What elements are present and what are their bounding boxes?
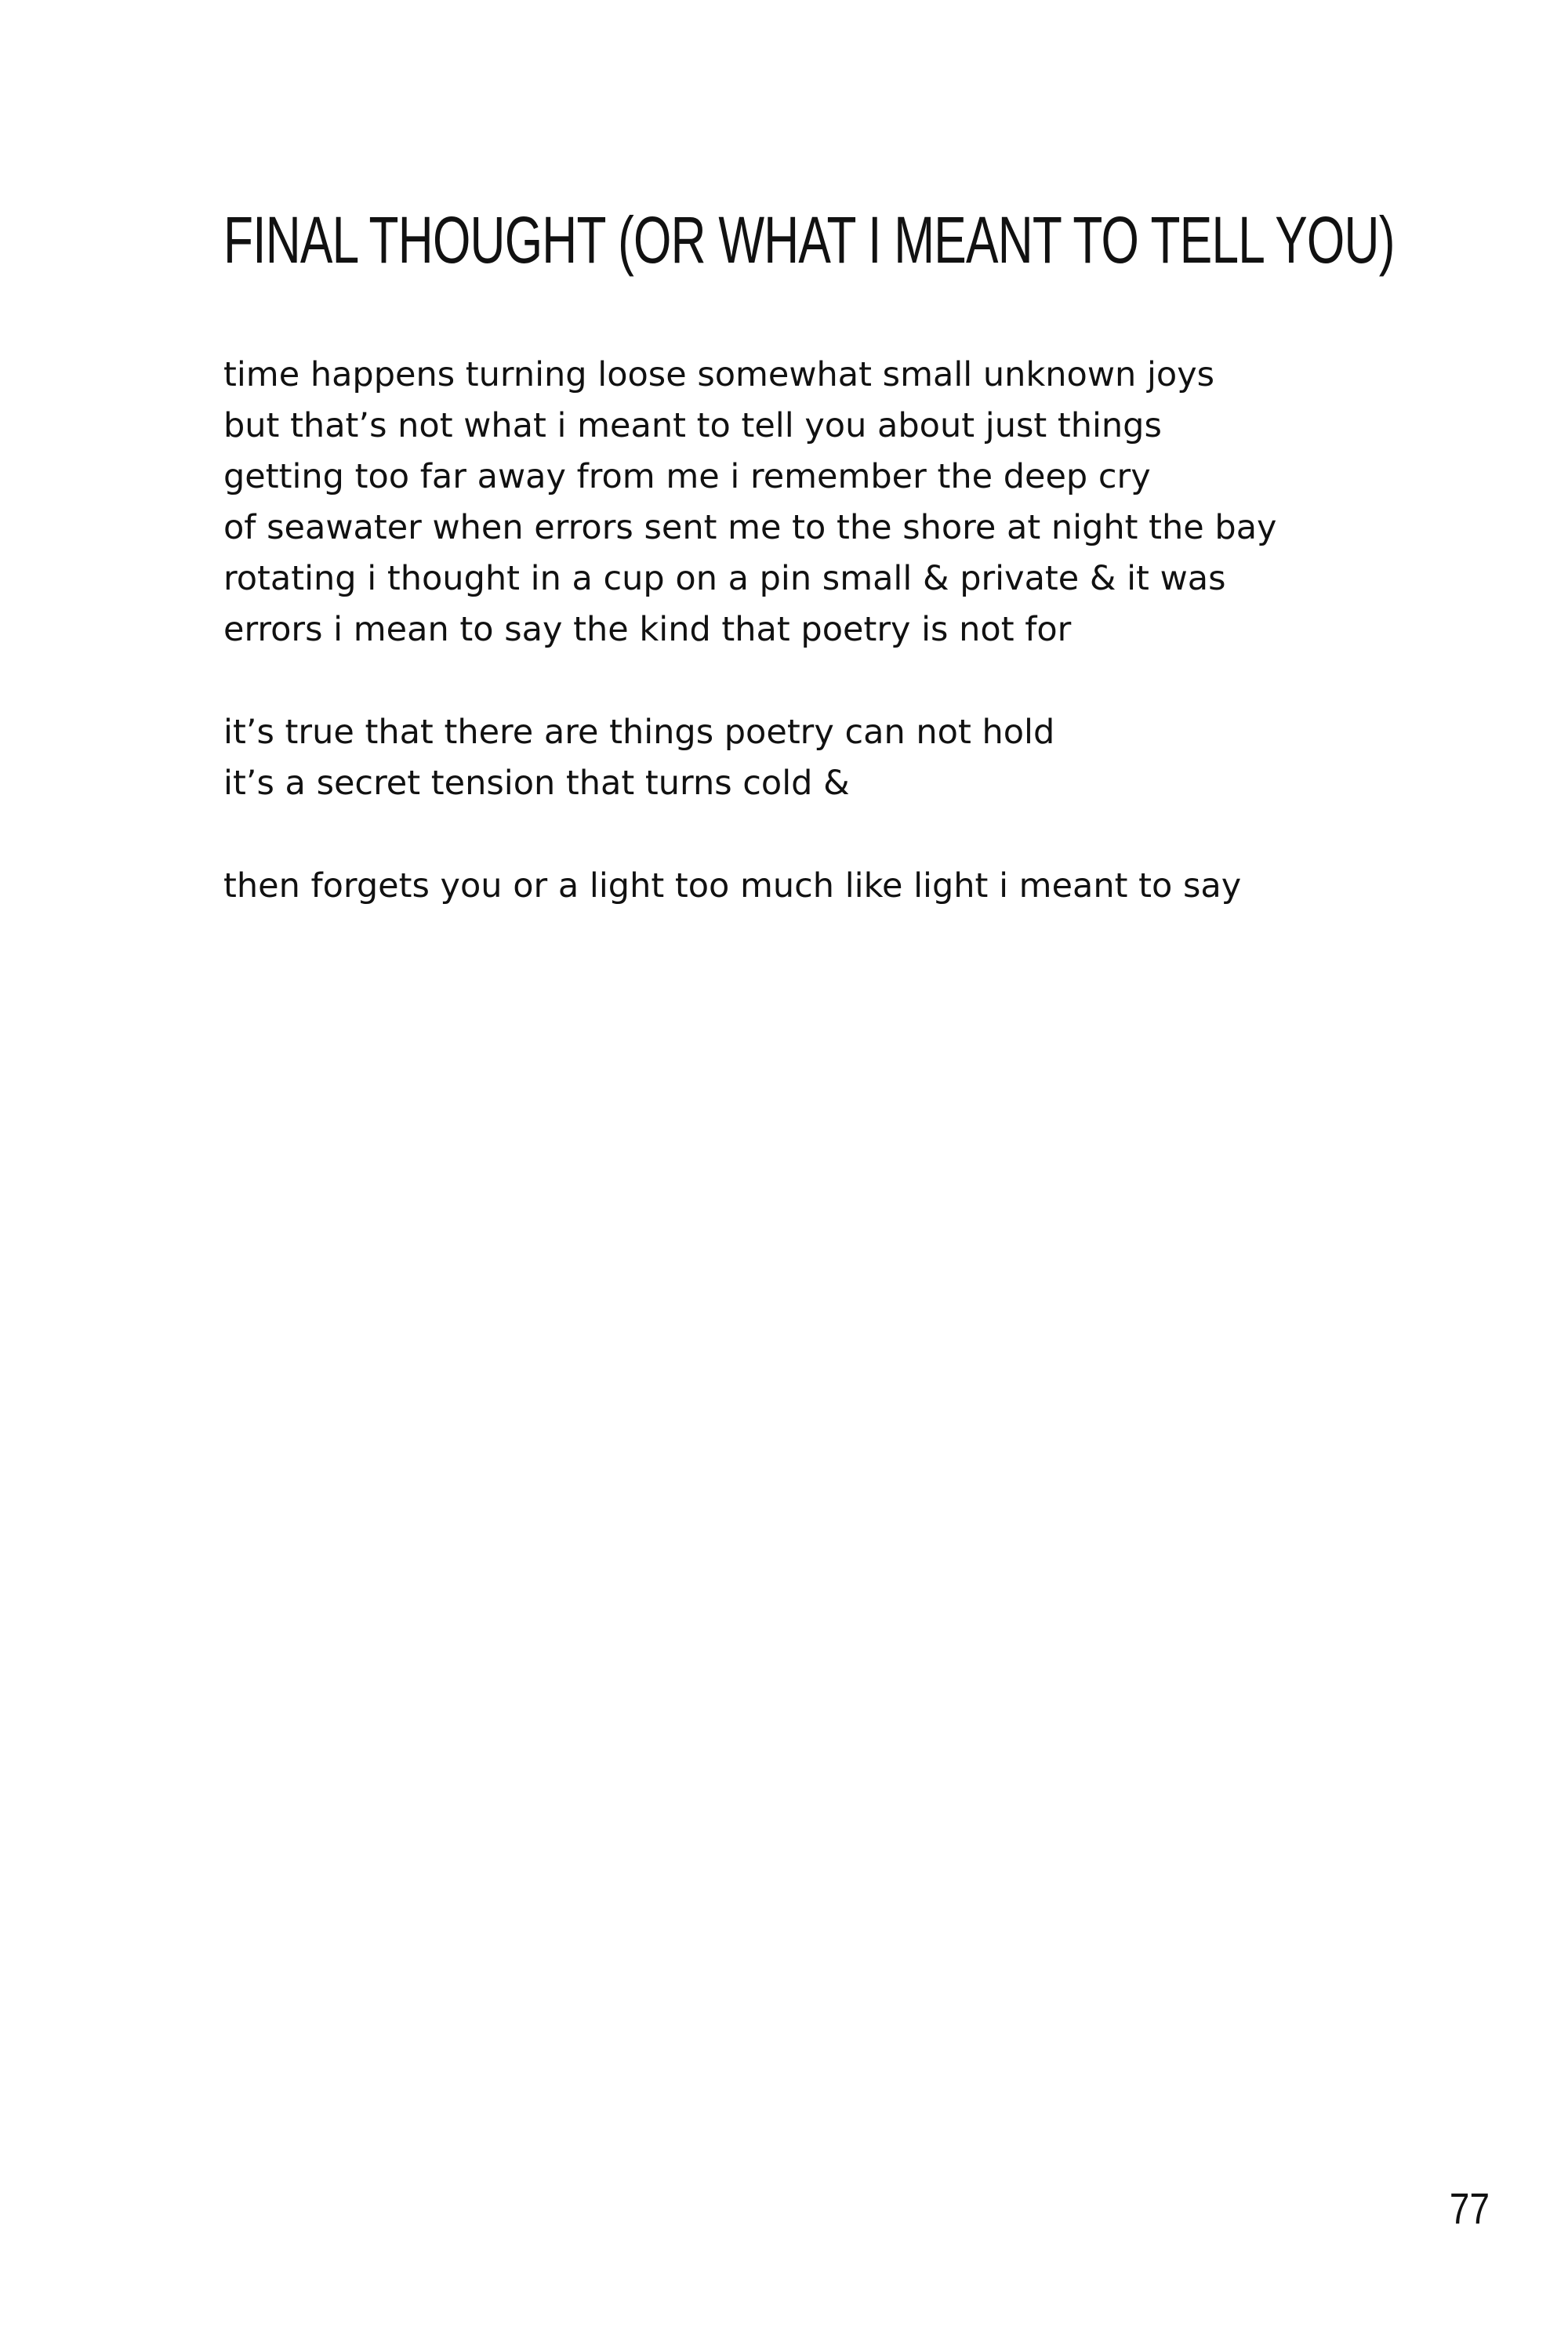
poem-title: FINAL THOUGHT (OR WHAT I MEANT TO TELL YOU) [223, 203, 1395, 277]
poem-line: rotating i thought in a cup on a pin small & private & it was [223, 559, 1226, 598]
poem-line: time happens turning loose somewhat small unknown joys [223, 355, 1215, 394]
poem-line: errors i mean to say the kind that poetry is not for [223, 610, 1072, 649]
poem-stanza-1 [223, 350, 1399, 655]
page-number: 77 [1449, 2183, 1490, 2233]
poem-line: getting too far away from me i remember the deep cry [223, 457, 1151, 496]
poem-line: but that’s not what i meant to tell you about just things [223, 406, 1162, 445]
poem-line: of seawater when errors sent me to the shore at night the bay [223, 508, 1277, 547]
poem-body [223, 350, 1399, 964]
poem-line: it’s a secret tension that turns cold & [223, 764, 850, 803]
poem-line: then forgets you or a light too much like light i meant to say [223, 866, 1242, 906]
poem-stanza-3 [223, 861, 1399, 912]
poem-line: it’s true that there are things poetry can not hold [223, 713, 1055, 752]
poem-stanza-2 [223, 707, 1399, 809]
